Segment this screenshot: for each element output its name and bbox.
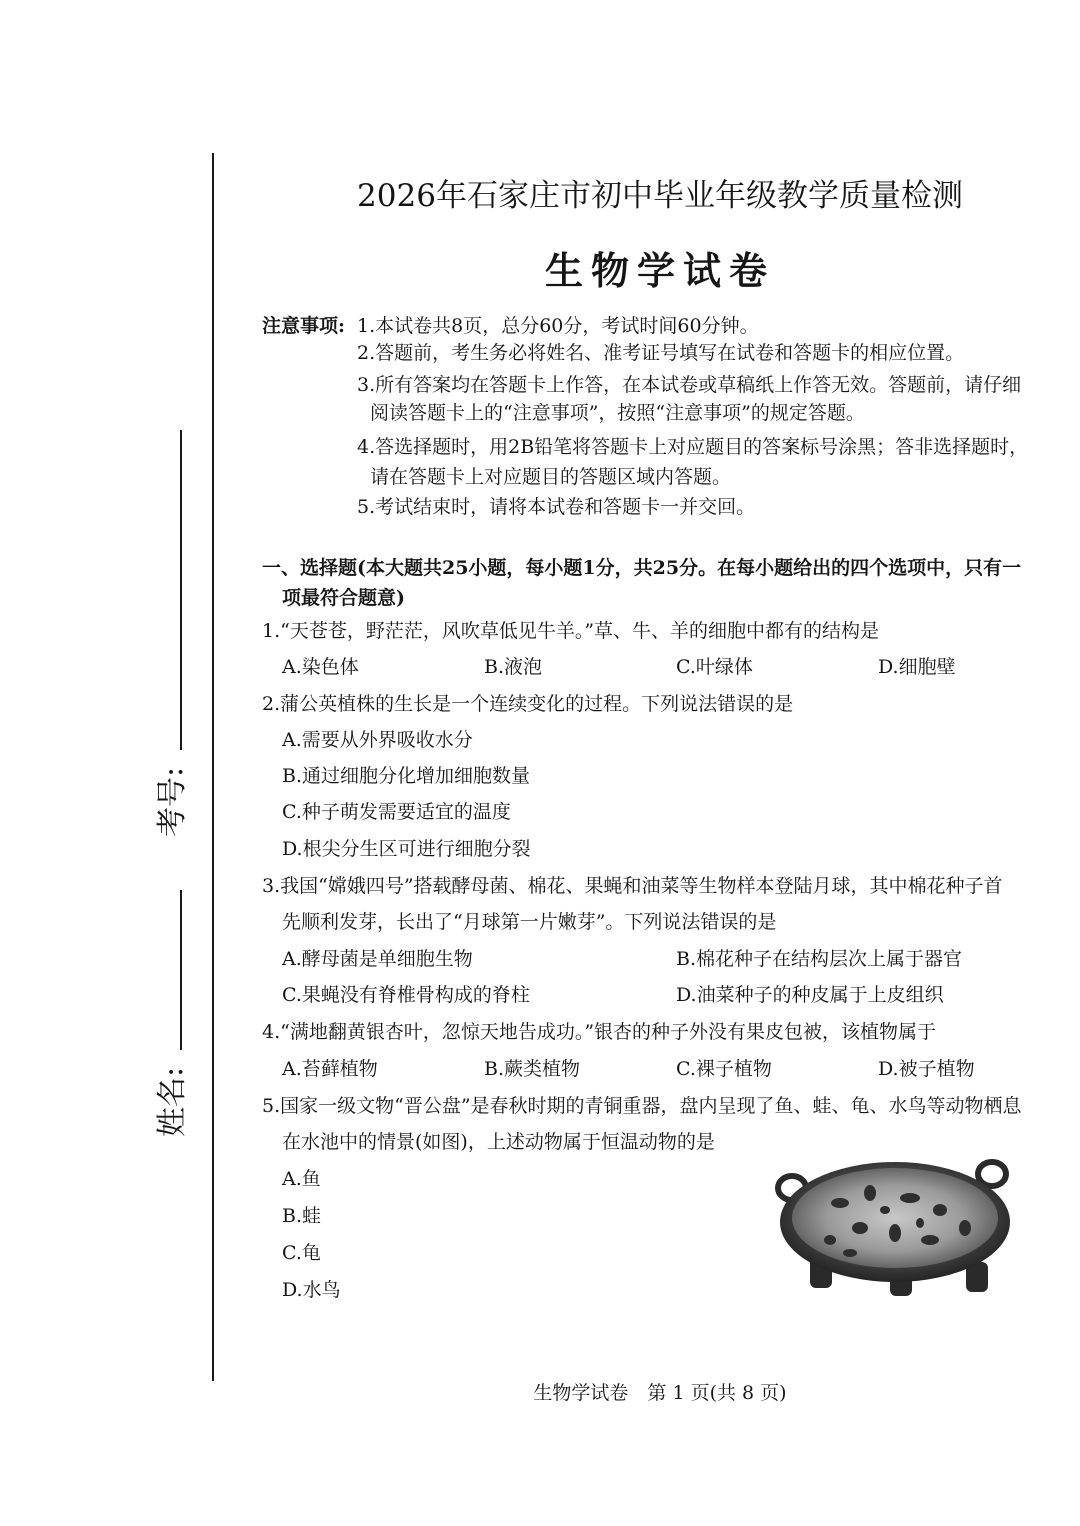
subject-title: 生物学试卷 <box>544 248 775 293</box>
notice-item: 5.考试结束时，请将本试卷和答题卡一并交回。 <box>357 496 756 518</box>
q1-option-b: B.液泡 <box>484 656 543 678</box>
question-1-stem: 1.“天苍苍，野茫茫，风吹草低见牛羊。”草、牛、羊的细胞中都有的结构是 <box>262 620 880 642</box>
question-4-stem: 4.“满地翻黄银杏叶，忽惊天地告成功。”银杏的种子外没有果皮包被，该植物属于 <box>262 1021 937 1043</box>
notice-item: 阅读答题卡上的“注意事项”，按照“注意事项”的规定答题。 <box>370 402 865 424</box>
question-3-stem-cont: 先顺利发芽，长出了“月球第一片嫩芽”。下列说法错误的是 <box>282 911 777 933</box>
question-5-stem-cont: 在水池中的情景(如图)，上述动物属于恒温动物的是 <box>282 1131 715 1153</box>
question-2-stem: 2.蒲公英植株的生长是一个连续变化的过程。下列说法错误的是 <box>262 693 794 715</box>
q2-option-b: B.通过细胞分化增加细胞数量 <box>282 765 531 787</box>
exam-title: 2026年石家庄市初中毕业年级教学质量检测 <box>357 178 963 214</box>
question-3-stem: 3.我国“嫦娥四号”搭载酵母菌、棉花、果蝇和油菜等生物样本登陆月球，其中棉花种子首 <box>262 875 1003 897</box>
q3-option-c: C.果蝇没有脊椎骨构成的脊柱 <box>282 984 530 1006</box>
q5-option-b: B.蛙 <box>282 1205 322 1227</box>
question-5-stem: 5.国家一级文物“晋公盘”是春秋时期的青铜重器，盘内呈现了鱼、蛙、龟、水鸟等动物栖息 <box>262 1095 1022 1117</box>
exam-no-underline <box>180 430 182 750</box>
q4-option-c: C.裸子植物 <box>676 1058 772 1080</box>
q5-option-a: A.鱼 <box>282 1168 321 1190</box>
exam-no-label: 考号: <box>155 766 191 838</box>
q1-option-a: A.染色体 <box>282 656 359 678</box>
bronze-plate-icon <box>770 1148 1060 1300</box>
notice-label: 注意事项: <box>262 315 346 337</box>
name-label: 姓名: <box>155 1066 191 1138</box>
q3-option-a: A.酵母菌是单细胞生物 <box>282 948 473 970</box>
q5-option-c: C.龟 <box>282 1242 321 1264</box>
notice-item: 请在答题卡上对应题目的答题区域内答题。 <box>370 466 732 488</box>
bronze-plate-figure <box>770 1148 1060 1300</box>
section-heading: 一、选择题(本大题共25小题，每小题1分，共25分。在每小题给出的四个选项中，只有一 <box>262 557 1022 579</box>
notice-item: 3.所有答案均在答题卡上作答，在本试卷或草稿纸上作答无效。答题前，请仔细 <box>357 374 1022 396</box>
notice-item: 2.答题前，考生务必将姓名、准考证号填写在试卷和答题卡的相应位置。 <box>357 342 965 364</box>
q1-option-d: D.细胞壁 <box>878 656 956 678</box>
q3-option-d: D.油菜种子的种皮属于上皮组织 <box>676 984 944 1006</box>
q2-option-a: A.需要从外界吸收水分 <box>282 729 473 751</box>
q2-option-c: C.种子萌发需要适宜的温度 <box>282 801 511 823</box>
section-heading-cont: 项最符合题意) <box>282 587 405 609</box>
q3-option-b: B.棉花种子在结构层次上属于器官 <box>676 948 963 970</box>
q5-option-d: D.水鸟 <box>282 1279 341 1301</box>
notice-item: 1.本试卷共8页，总分60分，考试时间60分钟。 <box>357 315 759 337</box>
binding-line <box>212 153 214 1381</box>
name-underline <box>180 890 182 1050</box>
q2-option-d: D.根尖分生区可进行细胞分裂 <box>282 838 531 860</box>
q4-option-a: A.苔藓植物 <box>282 1058 378 1080</box>
notice-item: 4.答选择题时，用2B铅笔将答题卡上对应题目的答案标号涂黑；答非选择题时， <box>357 436 1029 458</box>
q1-option-c: C.叶绿体 <box>676 656 753 678</box>
q4-option-b: B.蕨类植物 <box>484 1058 581 1080</box>
q4-option-d: D.被子植物 <box>878 1058 975 1080</box>
page-footer: 生物学试卷 第 1 页(共 8 页) <box>533 1382 787 1404</box>
